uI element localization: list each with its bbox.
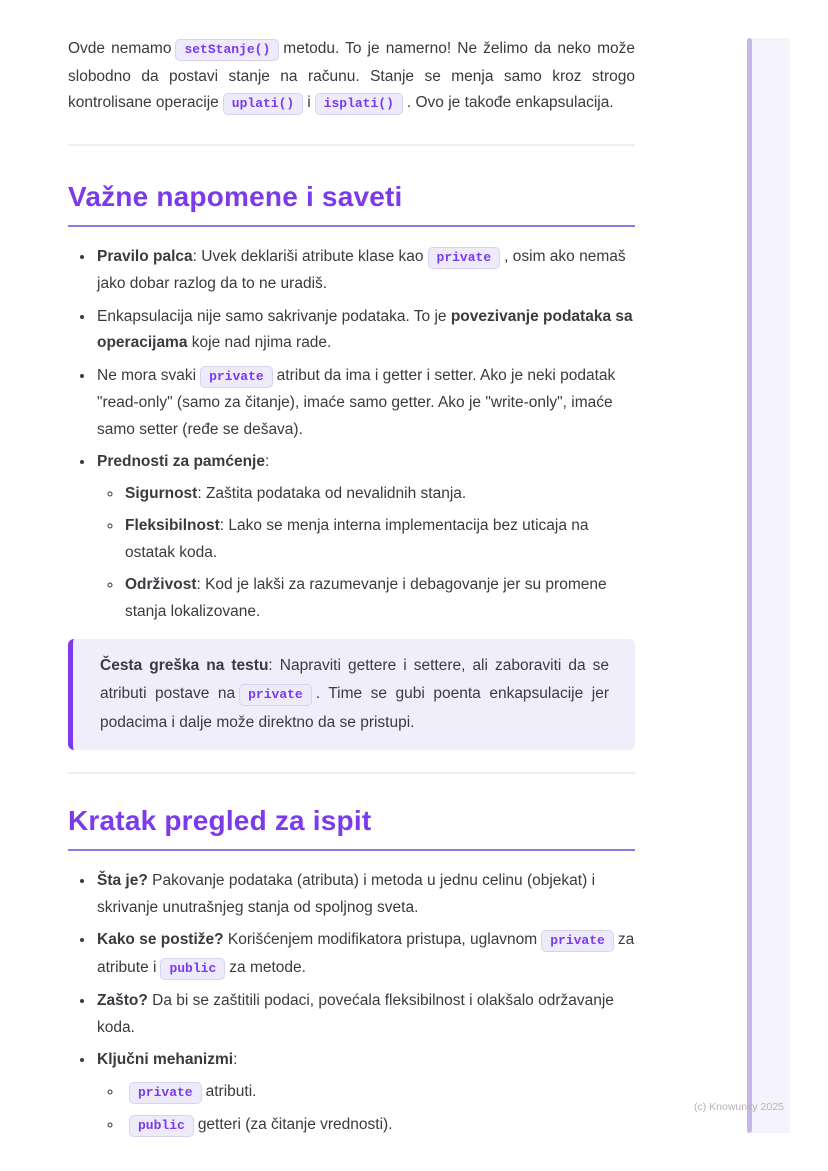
nested-bullet-list [97, 1079, 635, 1140]
text-run: : [233, 1051, 238, 1068]
text-run: : Napraviti gettere i settere, ali zaboraviti da se atributi postave na [100, 657, 609, 702]
bold-text: Održivost [125, 576, 197, 593]
section-title-pregled: Kratak pregled za ispit [68, 804, 635, 851]
bold-text: povezivanje podataka sa operacijama [97, 307, 633, 351]
inline-code-badge: setStanje() [175, 39, 279, 61]
list-item-text [125, 576, 607, 620]
text-run: Enkapsulacija nije samo sakrivanje podataka. To je [97, 307, 451, 325]
list-item [95, 988, 635, 1041]
text-run: . Ovo je takođe enkapsulacija. [406, 94, 614, 111]
content-divider [68, 772, 635, 774]
list-item-text [125, 485, 466, 502]
list-item-text [97, 1051, 237, 1068]
text-run: Pakovanje podataka (atributa) i metoda u jednu celinu (objekat) i skrivanje unutrašnjeg stanja od spoljnog sveta. [97, 872, 596, 916]
list-item-text [125, 517, 589, 561]
bold-text: Fleksibilnost [125, 517, 220, 534]
text-run: Da bi se zaštitili podaci, povećala fleksibilnost i olakšalo održavanje koda. [97, 992, 614, 1036]
section-title-napomene: Važne napomene i saveti [68, 180, 635, 227]
text-run: , osim ako nemaš jako dobar razlog da to ne uradiš. [97, 247, 626, 292]
bold-text: Zašto? [97, 992, 148, 1009]
text-run: Ne mora svaki [97, 366, 197, 384]
document-content [68, 0, 635, 1146]
intro-paragraph [68, 36, 635, 118]
bold-text: Kako se postiže? [97, 931, 224, 948]
sub-list-item [123, 513, 635, 566]
nested-bullet-list [97, 481, 635, 626]
list-item [95, 449, 635, 625]
bold-text: Pravilo palca [97, 247, 193, 265]
list-item [95, 1047, 635, 1140]
text-run: koje nad njima rade. [187, 334, 332, 351]
content-divider [68, 144, 635, 146]
inline-code-badge: isplati() [315, 93, 403, 115]
inline-code-badge: private [200, 366, 273, 388]
bullet-list-napomene [68, 244, 635, 626]
text-run: : Kod je lakši za razumevanje i debagovanje jer su promene stanja lokalizovane. [125, 576, 607, 620]
text-run: Ovde nemamo [68, 40, 172, 57]
text-run: atributi. [205, 1082, 257, 1100]
sub-list-item [123, 572, 635, 625]
text-run: : Uvek deklariši atribute klase kao [192, 247, 424, 265]
list-item [95, 304, 635, 357]
sub-list-item [123, 481, 635, 508]
list-item-text [97, 308, 633, 352]
bold-text: Ključni mehanizmi [97, 1051, 234, 1068]
list-item [95, 868, 635, 921]
list-item-text [125, 1116, 393, 1133]
callout-text [100, 652, 609, 737]
bullet-list-pregled [68, 868, 635, 1140]
callout-box [68, 639, 635, 750]
text-run: : [264, 453, 270, 470]
text-run: metodu. To je namerno! Ne želimo da neko može slobodno da postavi stanje na računu. Stanje se menja samo kroz strogo kontrolisane operacije [68, 40, 635, 111]
bold-text: Česta greška na testu [100, 657, 269, 674]
text-run: za atribute i [97, 931, 635, 976]
list-item [95, 363, 635, 444]
text-run: : Lako se menja interna implementacija bez uticaja na ostatak koda. [125, 517, 589, 561]
inline-code-badge: private [239, 684, 312, 706]
bold-text: Prednosti za pamćenje [97, 453, 265, 470]
inline-code-badge: public [160, 958, 225, 980]
text-run: Korišćenjem modifikatora pristupa, uglavnom [223, 931, 538, 948]
bold-text: Sigurnost [125, 484, 198, 502]
text-run: i [307, 94, 311, 111]
sub-list-item [123, 1112, 635, 1140]
inline-code-badge: public [129, 1115, 194, 1137]
text-run: atribut da ima i getter i setter. Ako je neki podatak "read-only" (samo za čitanje), imaće samo getter. Ako je "write-only", imaće samo setter (ređe se dešava). [97, 366, 616, 438]
list-item [95, 244, 635, 298]
list-item-text [97, 248, 626, 293]
text-run: za metode. [229, 958, 306, 976]
list-item-text [97, 367, 615, 438]
inline-code-badge: private [541, 930, 614, 952]
list-item [95, 927, 635, 982]
list-item-text [97, 931, 634, 976]
text-run: getteri (za čitanje vrednosti). [197, 1116, 393, 1133]
list-item-text [125, 1083, 256, 1100]
list-item-text [97, 872, 595, 916]
inline-code-badge: private [428, 247, 501, 269]
copyright-watermark: (c) Knowunity 2025 [694, 1101, 784, 1113]
inline-code-badge: uplati() [223, 93, 303, 115]
page-edge-panel [752, 38, 790, 1133]
bold-text: Šta je? [97, 872, 148, 889]
text-run: : Zaštita podataka od nevalidnih stanja. [197, 484, 467, 502]
text-run: . Time se gubi poenta enkapsulacije jer podacima i dalje može direktno da se pristupi. [100, 685, 609, 731]
list-item-text [97, 992, 614, 1036]
scrollbar-thumb[interactable] [747, 38, 752, 1133]
sub-list-item [123, 1079, 635, 1107]
list-item-text [97, 453, 269, 470]
inline-code-badge: private [129, 1082, 202, 1104]
